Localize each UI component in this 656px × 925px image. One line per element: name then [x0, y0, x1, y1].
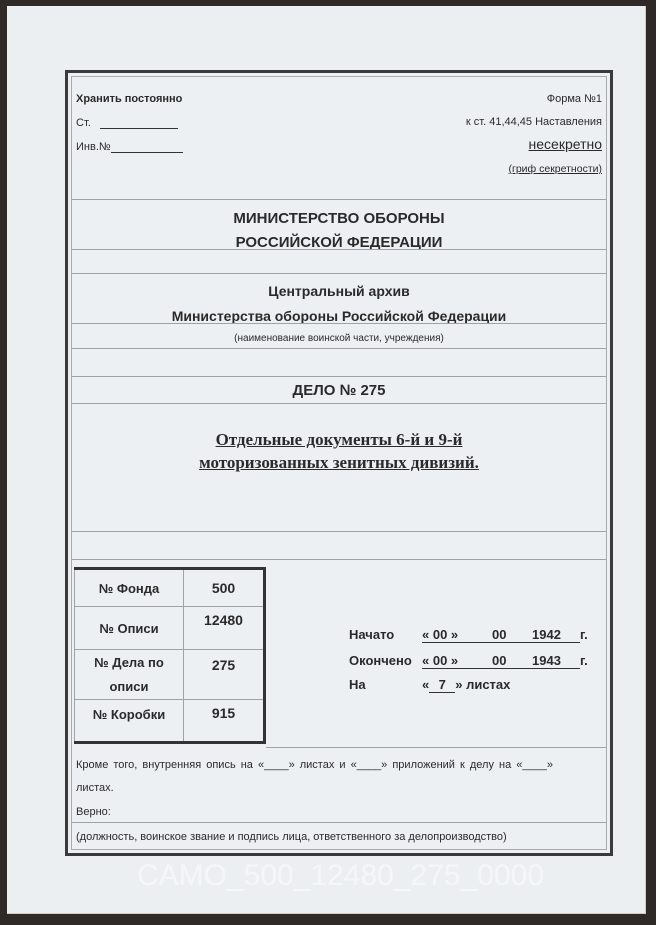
rule [72, 403, 606, 404]
document-page [7, 6, 646, 914]
secrecy-caption: (гриф секретности) [508, 163, 602, 175]
sheets-count: 7 [429, 677, 455, 693]
inv-label: Инв.№ [76, 141, 111, 153]
archive-line-2: Министерства обороны Российской Федерации [171, 308, 507, 324]
secrecy-classification: несекретно [528, 136, 602, 152]
inv-blank [111, 152, 183, 153]
started-date [422, 627, 580, 643]
rule [72, 822, 606, 823]
sheets-row [349, 677, 510, 693]
started-year-suffix: г. [580, 627, 588, 642]
ministry-line-2: РОССИЙСКОЙ ФЕДЕРАЦИИ [235, 234, 443, 251]
rule [72, 199, 606, 200]
archive-line-1: Центральный архив [268, 283, 410, 299]
box-label: № Коробки [75, 700, 184, 743]
delo-label [75, 650, 184, 700]
table-row [75, 650, 265, 700]
fond-value: 500 [184, 569, 265, 607]
additional-inventory-line-2: листах. [76, 782, 114, 794]
delo-label-line-2: описи [109, 678, 149, 694]
rule [72, 249, 606, 250]
archive-caption: (наименование воинской части, учреждения) [234, 333, 444, 344]
table-row [75, 569, 265, 607]
delo-value: 275 [184, 650, 265, 700]
st-field [76, 117, 178, 129]
case-cover-form [65, 70, 613, 856]
started-month: 00 [492, 627, 507, 642]
signature-caption: (должность, воинское звание и подпись лица, ответственного за делопроизводство) [76, 831, 507, 843]
st-blank [100, 128, 178, 129]
fond-label: № Фонда [75, 569, 184, 607]
rule [72, 376, 606, 377]
article-reference: к ст. 41,44,45 Наставления [465, 116, 602, 128]
started-year: 1942 [532, 627, 561, 642]
archive-watermark: CAMO_500_12480_275_0000 [137, 859, 545, 892]
form-inner-border [71, 76, 607, 850]
verified-label: Верно: [76, 806, 111, 818]
delo-label-line-1: № Дела по [94, 654, 164, 670]
ministry-line-1: МИНИСТЕРСТВО ОБОРОНЫ [233, 210, 445, 227]
box-value: 915 [184, 700, 265, 743]
opis-label: № Описи [75, 607, 184, 650]
table-row [75, 700, 265, 743]
ended-day: « 00 » [422, 653, 459, 668]
ended-label: Окончено [349, 653, 412, 668]
started-day: « 00 » [422, 627, 459, 642]
ended-year-suffix: г. [580, 653, 588, 668]
st-label: Ст. [76, 117, 91, 129]
rule [72, 273, 606, 274]
archive-codes-table [74, 567, 266, 744]
started-row [349, 627, 588, 643]
ended-month: 00 [492, 653, 507, 668]
ended-year: 1943 [532, 653, 561, 668]
rule [72, 559, 606, 560]
sheets-label: » листах [455, 677, 511, 692]
sheets-open-quote: « [422, 677, 430, 692]
rule [72, 531, 606, 532]
additional-inventory-line-1: Кроме того, внутренняя опись на «____» листах и «____» приложений к делу на «____» [76, 759, 553, 771]
table-row [75, 607, 265, 650]
case-title: ДЕЛО № 275 [292, 382, 386, 399]
started-label: Начато [349, 627, 395, 642]
ended-date [422, 653, 580, 669]
inv-field [76, 141, 183, 153]
rule [266, 747, 606, 748]
form-number: Форма №1 [546, 93, 602, 105]
rule [72, 323, 606, 324]
ended-row [349, 653, 588, 669]
opis-value: 12480 [184, 607, 265, 650]
rule [72, 348, 606, 349]
on-label: На [349, 677, 366, 692]
keep-permanently-label: Хранить постоянно [76, 93, 183, 105]
case-description-line-2: моторизованных зенитных дивизий. [199, 453, 479, 472]
case-description-line-1: Отдельные документы 6-й и 9-й [215, 430, 463, 449]
